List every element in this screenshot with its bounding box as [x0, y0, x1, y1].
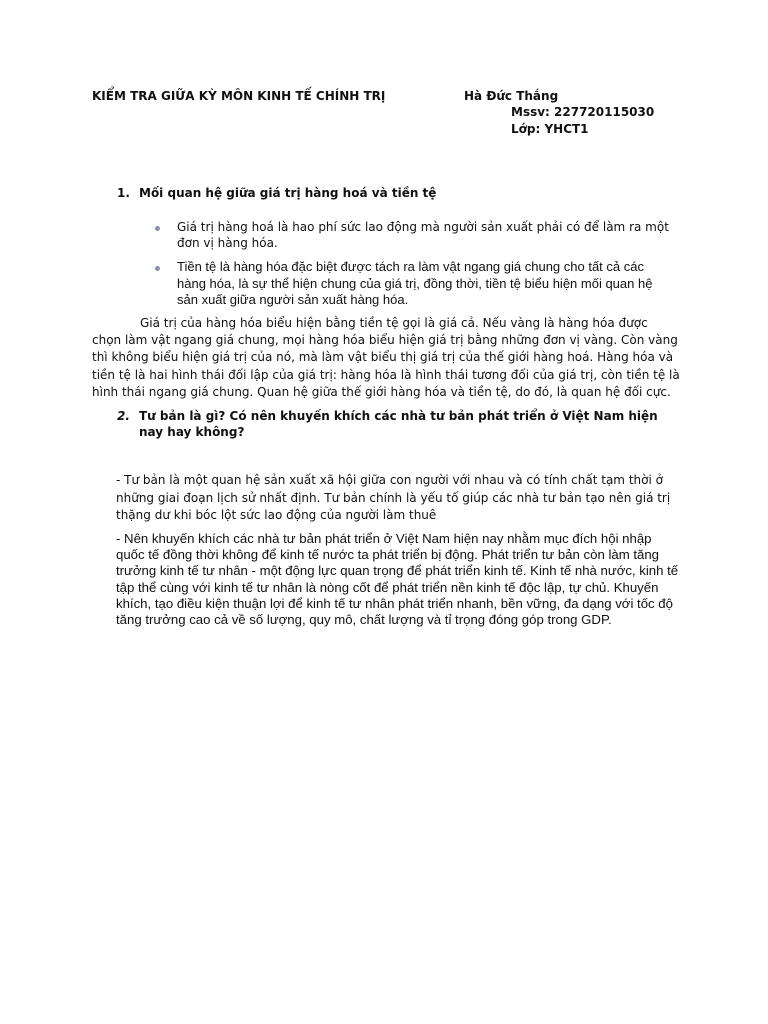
question-1-paragraph: Giá trị của hàng hóa biểu hiện bằng tiền tệ gọi là giá cả. Nếu vàng là hàng hóa được chọn làm vật ngang giá chung, mọi hàng hóa biểu hiện giá trị bằng những đơn vị vàng. Còn vàng thì không biểu hiện giá trị của nó, mà làm vật biểu thị giá trị của thế giới hàng hoá. Hàng hóa và tiền tệ là hai hình thái đối lập của giá trị: hàng hóa là hình thái tương đối của giá trị, còn tiền tệ là hình thái ngang giá chung. Quan hệ giữa thế giới hàng hóa và tiền tệ, do đó, là quan hệ đối cực. [92, 316, 680, 399]
question-2-answer-1: - Tư bản là một quan hệ sản xuất xã hội giữa con người với nhau và có tính chất tạm thời ở những giai đoạn lịch sử nhất định. Tư bản chính là yếu tố giúp các nhà tư bản tạo nên giá trị thặng dư khi bóc lột sức lao động của người làm thuê [116, 473, 671, 522]
bullet-text: Giá trị hàng hoá là hao phí sức lao động mà người sản xuất phải có để làm ra một đơn vị hàng hóa. [177, 220, 669, 250]
bullet-list-2 [155, 259, 675, 309]
bullet-text: Tiền tệ là hàng hóa đặc biệt được tách ra làm vật ngang giá chung cho tất cả các hàng hóa, là sự thể hiện chung của giá trị, đồng thời, tiền tệ biểu hiện mối quan hệ sản xuất giữa người sản xuất hàng hóa. [177, 259, 653, 307]
exam-title: KIỂM TRA GIỮA KỲ MÔN KINH TẾ CHÍNH TRỊ [92, 89, 386, 103]
student-class: Lớp: YHCT1 [511, 122, 589, 136]
question-2-number: 2. [117, 409, 130, 423]
student-id: Mssv: 227720115030 [511, 105, 655, 119]
list-item [155, 219, 675, 251]
question-1-text: Mối quan hệ giữa giá trị hàng hoá và tiền tệ [139, 186, 437, 200]
question-2-answer-2: - Nên khuyến khích các nhà tư bản phát triển ở Việt Nam hiện nay nhằm mục đích hội nhập quốc tế đồng thời không để kinh tế nước ta phát triển bị động. Phát triển tư bản còn làm tăng trưởng kinh tế tư nhân - một động lực quan trọng để phát triển kinh tế. Kinh tế nhà nước, kinh tế tập thể cùng với kinh tế tư nhân là nòng cốt để phát triển nền kinh tế độc lập, tự chủ. Khuyến khích, tạo điều kiện thuận lợi để kinh tế tư nhân phát triển nhanh, bền vững, đa dạng với tốc độ tăng trưởng cao cả về số lượng, quy mô, chất lượng và tỉ trọng đóng góp trong GDP. [116, 531, 679, 628]
student-name: Hà Đức Thắng [464, 89, 559, 103]
list-item [155, 259, 675, 309]
bullet-icon [155, 226, 160, 231]
question-1-number: 1. [117, 186, 130, 200]
bullet-icon [155, 266, 160, 271]
bullet-list-1 [155, 219, 675, 251]
question-2-text: Tư bản là gì? Có nên khuyến khích các nhà tư bản phát triển ở Việt Nam hiện nay hay không? [139, 409, 658, 439]
